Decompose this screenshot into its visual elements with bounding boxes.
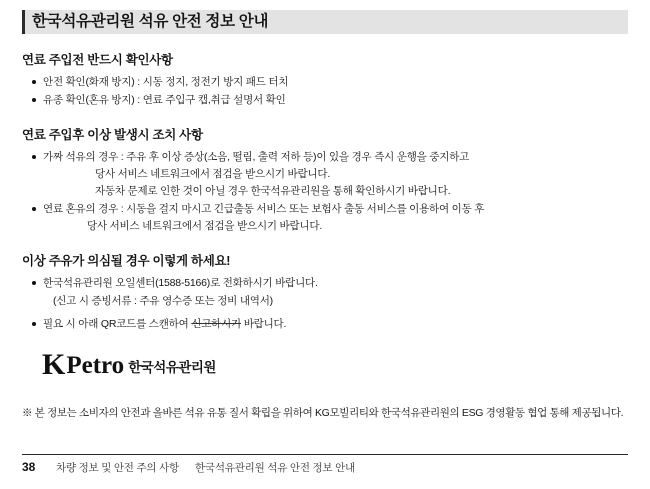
list-item-continuation: 자동차 문제로 인한 것이 아닐 경우 한국석유관리원을 통해 확인하시기 바랍니다.: [95, 185, 451, 197]
title-accent-bar: [22, 10, 25, 34]
logo-korean-name: 한국석유관리원: [128, 360, 216, 375]
breadcrumb-section: 차량 정보 및 안전 주의 사항: [56, 462, 179, 474]
list-item: 한국석유관리원 오일센터(1588-5166)로 전화하시기 바랍니다.: [32, 275, 628, 292]
logo-qr-row: [22, 339, 628, 395]
footer-row: [22, 460, 628, 475]
list-item-text: 연료 혼유의 경우 : 시동을 걸지 마시고 긴급출동 서비스 또는 보험사 출동 서비스를 이용하여 이동 후: [43, 203, 485, 215]
kpetro-logo: [42, 348, 216, 381]
logo-k-letter: K: [42, 348, 66, 381]
qr-code-icon: [234, 339, 288, 393]
qr-code-grid: [234, 339, 288, 393]
breadcrumb-topic: 한국석유관리원 석유 안전 정보 안내: [194, 462, 355, 474]
section-3-note: (신고 시 증빙서류 : 주유 영수증 또는 정비 내역서): [53, 295, 273, 307]
page-number: 38: [22, 460, 36, 474]
list-item-text: 가짜 석유의 경우 : 주유 후 이상 증상(소음, 떨림, 출력 저하 등)이 있을 경우 즉시 운행을 중지하고: [43, 151, 470, 163]
section-2-list: [22, 149, 628, 235]
page-title: 한국석유관리원 석유 안전 정보 안내: [32, 13, 269, 30]
list-item-strikethrough: 신고하시기: [191, 318, 241, 330]
list-item: [32, 316, 628, 333]
section-1-list: [22, 74, 628, 109]
list-item: [32, 149, 628, 200]
section-3-list-2: [22, 316, 628, 333]
footnote-text: ※ 본 정보는 소비자의 안전과 올바른 석유 유통 질서 확립을 위하여 KG모빌리티와 한국석유관리원의 ESG 경영활동 협업 통해 제공됩니다.: [22, 407, 624, 419]
list-item: 안전 확인(화재 방지) : 시동 정지, 정전기 방지 패드 터치: [32, 74, 628, 91]
page-footer: [22, 454, 628, 475]
section-2-heading: 연료 주입후 이상 발생시 조치 사항: [22, 128, 203, 142]
list-item-tail: 바랍니다.: [243, 318, 287, 330]
list-item-text: 필요 시 아래 QR코드를 스캔하여: [43, 318, 189, 330]
list-item-continuation: 당사 서비스 네트워크에서 점검을 받으시기 바랍니다.: [95, 168, 331, 180]
logo-petro-word: Petro: [66, 352, 125, 379]
document-page: [0, 10, 650, 489]
footer-divider: [22, 454, 628, 455]
list-item: [32, 201, 628, 235]
list-item-continuation: 당사 서비스 네트워크에서 점검을 받으시기 바랍니다.: [87, 220, 323, 232]
section-3-list: [22, 275, 628, 292]
section-1-heading: 연료 주입전 반드시 확인사항: [22, 53, 173, 67]
page-title-bar: [22, 10, 628, 36]
list-item: 유종 확인(혼유 방지) : 연료 주입구 캡,취급 설명서 확인: [32, 92, 628, 109]
section-3-heading: 이상 주유가 의심될 경우 이렇게 하세요!: [22, 254, 231, 268]
